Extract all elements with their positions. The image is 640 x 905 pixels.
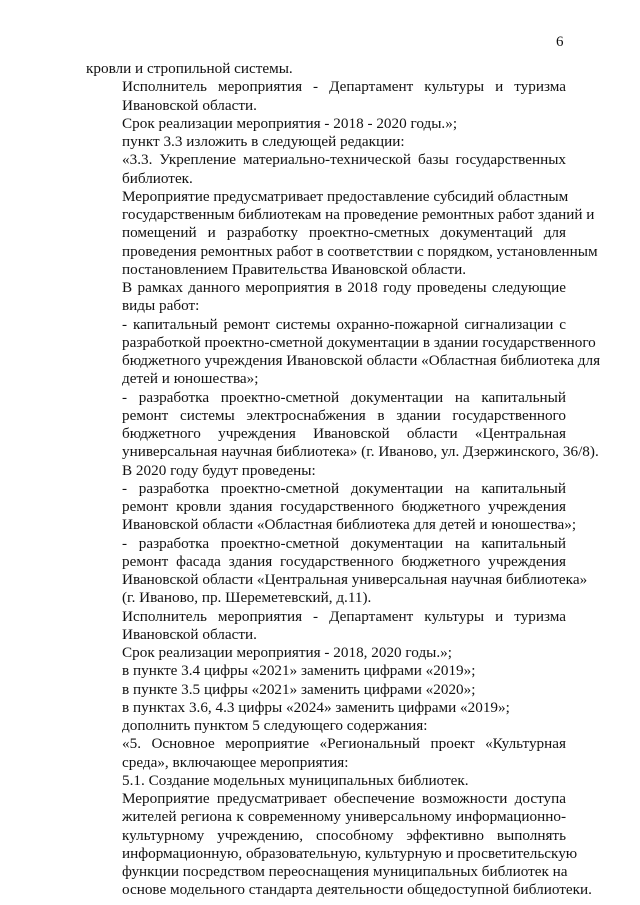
text-line: культурному учреждению, способному эффективно выполнять bbox=[122, 826, 566, 844]
paragraph bbox=[86, 115, 566, 133]
paragraph bbox=[86, 735, 566, 772]
text-line: - разработка проектно-сметной документации на капитальный bbox=[122, 479, 566, 497]
text-line: бюджетного учреждения Ивановской области «Центральная bbox=[122, 425, 566, 442]
text-line: - капитальный ремонт системы охранно-пожарной сигнализации с bbox=[122, 315, 566, 333]
text-line: детей и юношества»; bbox=[122, 370, 259, 388]
text-line: ремонт кровли здания государственного бюджетного учреждения bbox=[122, 498, 566, 515]
text-line: Срок реализации мероприятия - 2018, 2020 годы.»; bbox=[122, 644, 452, 661]
text-line: проведения ремонтных работ в соответствии с порядком, установленным bbox=[122, 242, 598, 260]
paragraph bbox=[86, 479, 577, 535]
paragraph bbox=[86, 462, 566, 480]
text-line: Ивановской области «Областная библиотека для детей и юношества»; bbox=[122, 516, 577, 534]
text-line: в пункте 3.5 цифры «2021» заменить цифрами «2020»; bbox=[122, 680, 476, 698]
paragraph bbox=[86, 78, 566, 115]
paragraph bbox=[86, 60, 566, 78]
paragraph bbox=[86, 187, 598, 279]
paragraph bbox=[86, 772, 566, 790]
paragraph bbox=[86, 388, 599, 462]
paragraph bbox=[86, 315, 601, 389]
text-line: В 2020 году будут проведены: bbox=[122, 461, 316, 479]
paragraph bbox=[86, 534, 588, 608]
document-body bbox=[86, 60, 601, 900]
text-line: функции посредством переоснащения муниципальных библиотек на bbox=[122, 863, 568, 880]
text-line: государственным библиотекам на проведение ремонтных работ зданий и bbox=[122, 206, 595, 223]
page-number: 6 bbox=[556, 34, 564, 50]
text-line: Ивановской области. bbox=[122, 96, 257, 114]
text-line: кровли и стропильной системы. bbox=[86, 60, 293, 77]
text-line: виды работ: bbox=[122, 297, 200, 315]
paragraph bbox=[86, 717, 566, 735]
text-line: бюджетного учреждения Ивановской области «Областная библиотека для bbox=[122, 352, 601, 369]
text-line: ремонт системы электроснабжения в здании государственного bbox=[122, 406, 566, 424]
paragraph bbox=[86, 151, 566, 188]
text-line: Мероприятие предусматривает предоставление субсидий областным bbox=[122, 187, 569, 205]
text-line: ремонт фасада здания государственного бюджетного учреждения bbox=[122, 552, 566, 570]
text-line: пункт 3.3 изложить в следующей редакции: bbox=[122, 133, 405, 150]
text-line: 5.1. Создание модельных муниципальных библиотек. bbox=[122, 771, 469, 789]
text-line: помещений и разработку проектно-сметных документаций для bbox=[122, 224, 566, 242]
paragraph bbox=[86, 608, 566, 645]
paragraph bbox=[86, 279, 566, 316]
text-line: В рамках данного мероприятия в 2018 году проведены следующие bbox=[122, 279, 566, 296]
paragraph bbox=[86, 681, 566, 699]
text-line: в пунктах 3.6, 4.3 цифры «2024» заменить цифрами «2019»; bbox=[122, 698, 510, 716]
paragraph bbox=[86, 644, 566, 662]
text-line: «5. Основное мероприятие «Региональный проект «Культурная bbox=[122, 735, 566, 753]
text-line: в пункте 3.4 цифры «2021» заменить цифрами «2019»; bbox=[122, 662, 476, 680]
text-line: Срок реализации мероприятия - 2018 - 2020 годы.»; bbox=[122, 114, 458, 132]
text-line: Мероприятие предусматривает обеспечение возможности доступа bbox=[122, 790, 566, 807]
text-line: универсальная научная библиотека» (г. Иваново, ул. Дзержинского, 36/8). bbox=[122, 443, 599, 461]
text-line: Ивановской области «Центральная универсальная научная библиотека» bbox=[122, 571, 588, 588]
text-line: Ивановской области. bbox=[122, 625, 257, 643]
text-line: дополнить пунктом 5 следующего содержания: bbox=[122, 717, 428, 734]
text-line: - разработка проектно-сметной документации на капитальный bbox=[122, 388, 566, 406]
text-line: библиотек. bbox=[122, 169, 193, 187]
text-line: (г. Иваново, пр. Шереметевский, д.11). bbox=[122, 589, 372, 607]
text-line: - разработка проектно-сметной документации на капитальный bbox=[122, 534, 566, 552]
text-line: Исполнитель мероприятия - Департамент культуры и туризма bbox=[122, 607, 566, 625]
text-line: среда», включающее мероприятия: bbox=[122, 753, 349, 771]
text-line: «3.3. Укрепление материально-технической базы государственных bbox=[122, 151, 566, 169]
paragraph bbox=[86, 662, 566, 680]
paragraph bbox=[86, 790, 592, 900]
paragraph bbox=[86, 699, 566, 717]
text-line: разработкой проектно-сметной документации в здании государственного bbox=[122, 333, 596, 351]
text-line: информационную, образовательную, культурную и просветительскую bbox=[122, 844, 578, 862]
paragraph bbox=[86, 133, 566, 151]
text-line: Исполнитель мероприятия - Департамент культуры и туризма bbox=[122, 78, 566, 96]
text-line: основе модельного стандарта деятельности общедоступной библиотеки. bbox=[122, 881, 592, 899]
text-line: жителей региона к современному универсальному информационно- bbox=[122, 808, 566, 826]
text-line: постановлением Правительства Ивановской области. bbox=[122, 260, 467, 278]
